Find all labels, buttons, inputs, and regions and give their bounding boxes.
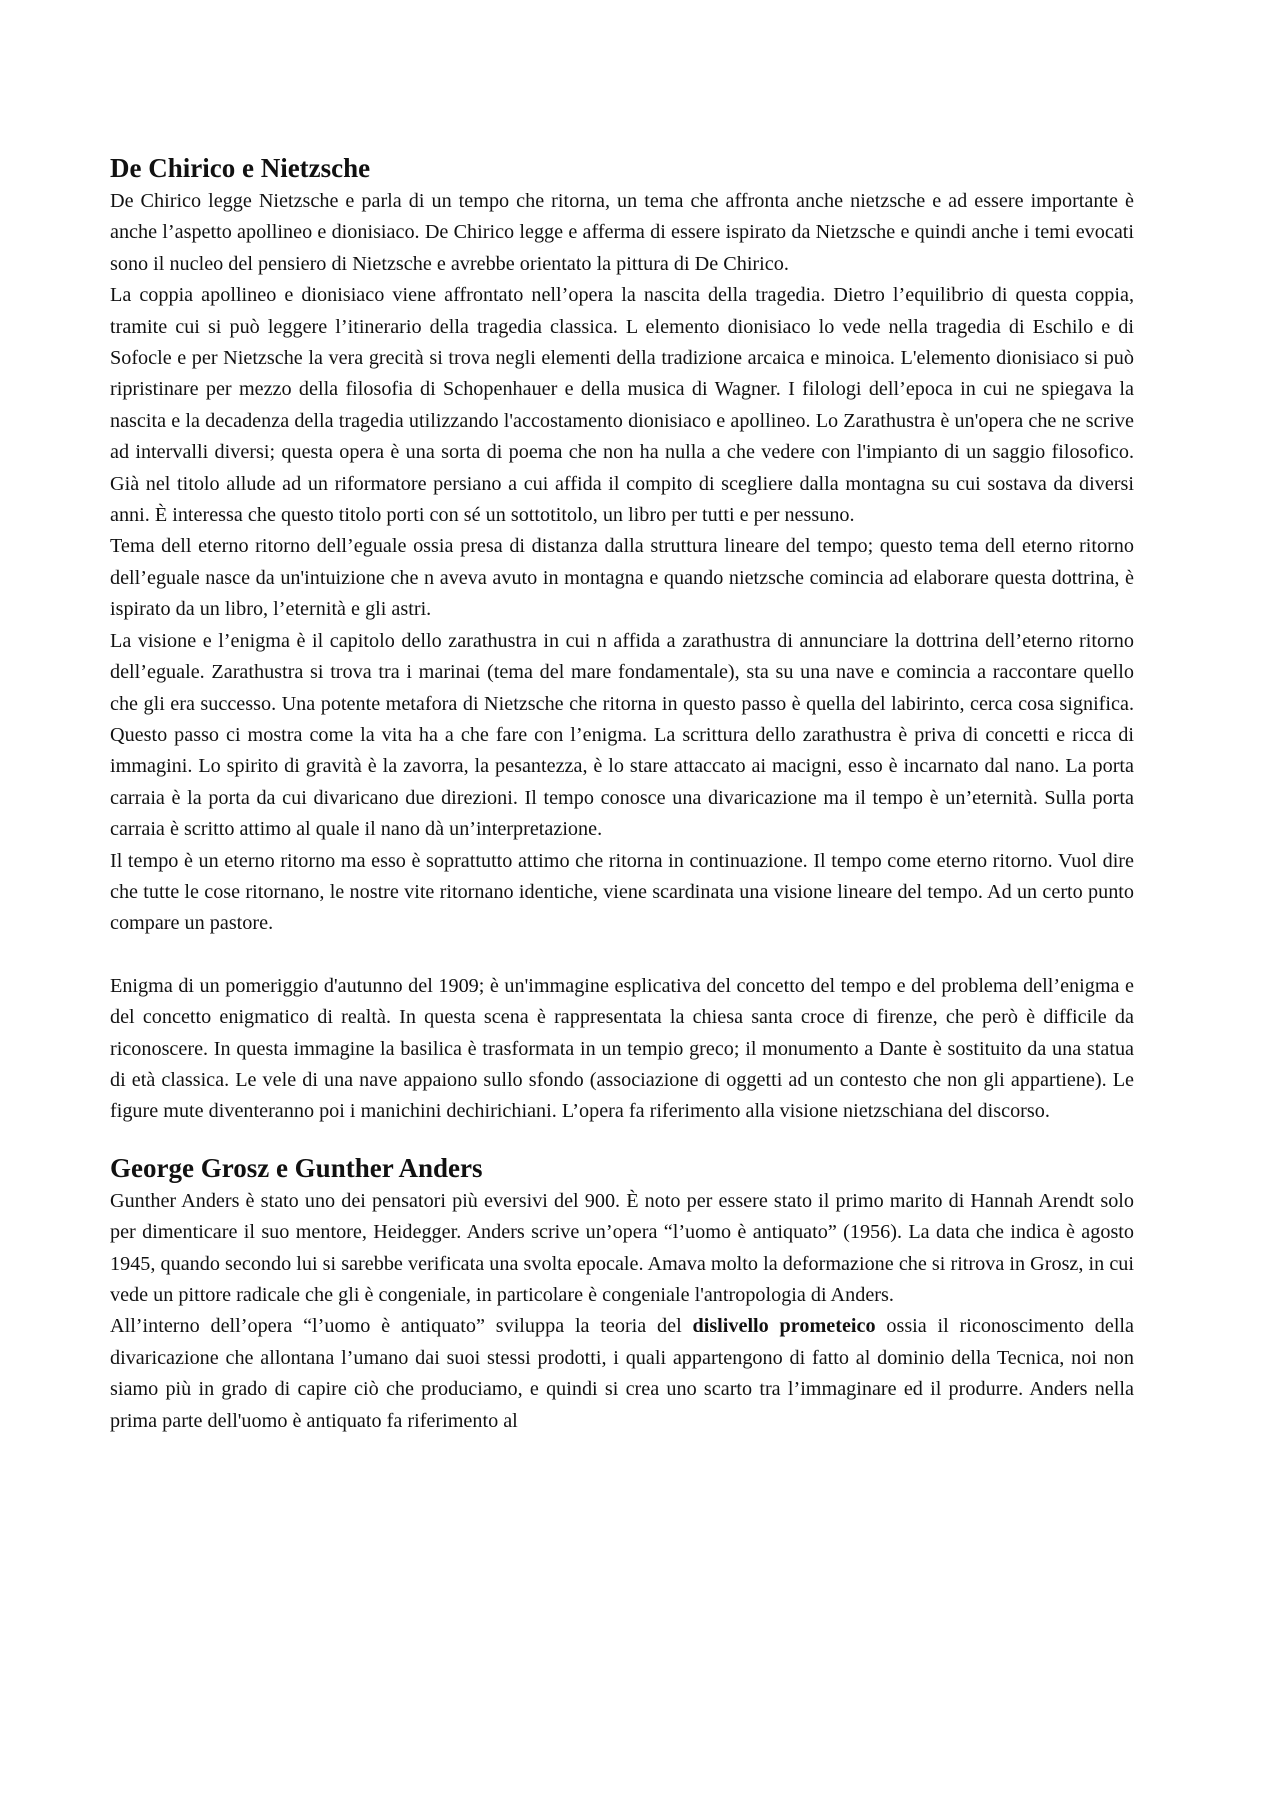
blank-line [110,940,1134,971]
document-page [110,150,1134,1437]
paragraph-dislivello [110,1311,1134,1437]
paragraph: Enigma di un pomeriggio d'autunno del 1909; è un'immagine esplicativa del concetto del tempo e del problema dell’enigma e del concetto enigmatico di realtà. In questa scena è rappresentata la chiesa santa croce di firenze, che però è difficile da riconoscere. In questa immagine la basilica è trasformata in un tempio greco; il monumento a Dante è sostituito da una statua di età classica. Le vele di una nave appaiono sullo sfondo (associazione di oggetti ad un contesto che non gli appartiene). Le figure mute diventeranno poi i manichini dechirichiani. L’opera fa riferimento alla visione nietzschiana del discorso. [110,974,1134,1123]
paragraph: La visione e l’enigma è il capitolo dello zarathustra in cui n affida a zarathustra di annunciare la dottrina dell’eterno ritorno dell’eguale. Zarathustra si trova tra i marinai (tema del mare fondamentale), sta su una nave e comincia a raccontare quello che gli era successo. Una potente metafora di Nietzsche che ritorna in questo passo è quella del labirinto, cerca cosa significa. Questo passo ci mostra come la vita ha a che fare con l’enigma. La scrittura dello zarathustra è priva di concetti e ricca di immagini. Lo spirito di gravità è la zavorra, la pesantezza, è lo stare attaccato ai macigni, esso è incarnato dal nano. La porta carraia è la porta da cui divaricano due direzioni. Il tempo conosce una divaricazione ma il tempo è un’eternità. Sulla porta carraia è scritto attimo al quale il nano dà un’interpretazione. [110,629,1134,841]
section-title-grosz-anders: George Grosz e Gunther Anders [110,1152,483,1183]
section-title-de-chirico: De Chirico e Nietzsche [110,153,371,183]
blank-line [110,1128,1134,1150]
paragraph: La coppia apollineo e dionisiaco viene affrontato nell’opera la nascita della tragedia. Dietro l’equilibrio di questa coppia, tramite cui si può leggere l’itinerario della tragedia classica. L elemento dionisiaco lo vede nella tragedia di Eschilo e di Sofocle e per Nietzsche la vera grecità si trova negli elementi della tradizione arcaica e minoica. L'elemento dionisiaco si può ripristinare per mezzo della filosofia di Schopenhauer e della musica di Wagner. I filologi dell’epoca in cui ne spiegava la nascita e la decadenza della tragedia utilizzando l'accostamento dionisiaco e apollineo. Lo Zarathustra è un'opera che ne scrive ad intervalli diversi; questa opera è una sorta di poema che non ha nulla a che vedere con l'impianto di un saggio filosofico. Già nel titolo allude ad un riformatore persiano a cui affida il compito di scegliere dalla montagna su cui sostava da diversi anni. È interessa che questo titolo porti con sé un sottotitolo, un libro per tutti e per nessuno. [110,284,1134,527]
paragraph: Tema dell eterno ritorno dell’eguale ossia presa di distanza dalla struttura lineare del tempo; questo tema dell eterno ritorno dell’eguale nasce da un'intuizione che n aveva avuto in montagna e quando nietzsche comincia ad elaborare questa dottrina, è ispirato da un libro, l’eternità e gli astri. [110,535,1134,621]
text-run: ossia il riconoscimento della divaricazione che allontana l’umano dai suoi stessi prodotti, i quali appartengono di fatto al dominio della Tecnica, noi non siamo più in grado di capire ciò che produciamo, e quindi si crea uno scarto tra l’immaginare ed il produrre. Anders nella prima parte dell'uomo è antiquato fa riferimento al [110,1315,1135,1432]
paragraph: Gunther Anders è stato uno dei pensatori più eversivi del 900. È noto per essere stato il primo marito di Hannah Arendt solo per dimenticare il suo mentore, Heidegger. Anders scrive un’opera “l’uomo è antiquato” (1956). La data che indica è agosto 1945, quando secondo lui si sarebbe verificata una svolta epocale. Amava molto la deformazione che si ritrova in Grosz, in cui vede un pittore radicale che gli è congeniale, in particolare è congeniale l'antropologia di Anders. [110,1189,1134,1306]
text-run: All’interno dell’opera “l’uomo è antiquato” sviluppa la teoria del [110,1315,693,1338]
paragraph: De Chirico legge Nietzsche e parla di un tempo che ritorna, un tema che affronta anche nietzsche e ad essere importante è anche l’aspetto apollineo e dionisiaco. De Chirico legge e afferma di essere ispirato da Nietzsche e quindi anche i temi evocati sono il nucleo del pensiero di Nietzsche e avrebbe orientato la pittura di De Chirico. [110,190,1134,275]
paragraph: Il tempo è un eterno ritorno ma esso è soprattutto attimo che ritorna in continuazione. Il tempo come eterno ritorno. Vuol dire che tutte le cose ritornano, le nostre vite ritornano identiche, viene scardinata una visione lineare del tempo. Ad un certo punto compare un pastore. [110,849,1134,935]
bold-term: dislivello prometeico [692,1315,876,1338]
